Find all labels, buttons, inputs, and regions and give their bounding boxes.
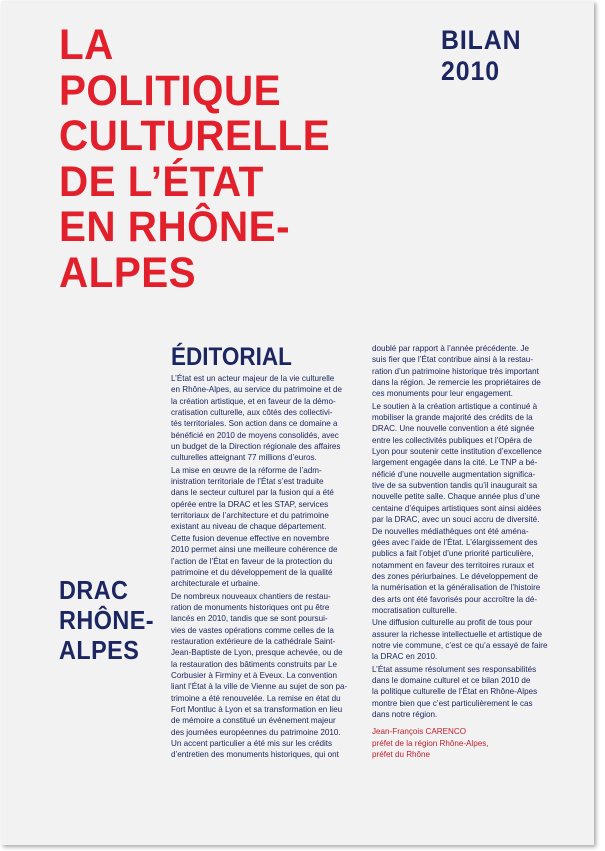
signature [372,726,560,760]
report-label-line: BILAN [441,25,522,55]
editorial-paragraph [372,664,560,721]
text-line: lancés en 2010, tandis que se sont poursui- [171,614,328,624]
organisation-line: RHÔNE- [59,605,155,635]
text-line: montre bien que c’est particulièrement le cas [372,698,533,708]
title-line: LA [59,21,114,69]
organisation-line: ALPES [59,635,140,665]
text-line: suis fier que l’État contribue ainsi à la restau- [372,355,534,365]
text-line: la restauration des bâtiments construits par Le [171,659,338,669]
editorial-paragraph [372,401,560,617]
text-line: tive de sa subvention tandis qu’il inaugurait sa [372,481,538,491]
organisation-name [59,575,154,665]
text-line: mobiliser la grande majorité des crédits de la [372,413,533,423]
text-line: gées avec l’aide de l’État. L’élargissement des [372,537,538,547]
text-line: mocratisation culturelle. [372,605,458,615]
text-line: DRAC. Une nouvelle convention a été signée [372,424,535,434]
title-line: POLITIQUE [59,66,282,115]
text-line: architecturale et urbaine. [171,579,261,589]
text-line: Cette fusion devenue effective en novembre [171,533,330,543]
text-line: opérée entre la DRAC et les STAP, services [171,499,329,509]
text-line: patrimoine et du développement de la qualité [171,567,333,577]
text-line: l’action de l’État en faveur de la protection du [171,556,333,566]
text-line: des arts ont été favorisés pour accroître la dé- [372,594,538,604]
text-line: De nouvelles médiathèques ont été aména- [372,526,529,536]
text-line: de mémoire a constitué un événement majeur [171,716,336,726]
report-cover-page [1,1,594,845]
text-line: centaine d’équipes artistiques sont ainsi aidées [372,503,542,513]
text-line: des journées européennes du patrimoine 2010. [171,727,341,737]
text-line: bénéficié en 2010 de moyens consolidés, avec [171,430,339,440]
editorial-paragraph [171,373,359,464]
title-line: EN RHÔNE- [59,203,291,251]
text-line: publics a fait l’objet d’une priorité particulière, [372,549,534,559]
text-line: culturelles atteignant 77 millions d’euros. [171,453,317,463]
text-line: Lyon pour soutenir cette institution d’excellence [372,447,542,457]
main-title [59,23,369,296]
text-line: dans notre région. [372,710,438,719]
text-line: dans le domaine culturel et ce bilan 2010 de [372,675,531,685]
text-line: ration de monuments historiques ont pu être [171,602,330,612]
organisation-line: DRAC [59,575,129,605]
text-line: notre vie commune, c’est ce qu’a essayé de faire [372,640,548,650]
signature-title: préfet du Rhône [372,750,431,760]
text-line: un budget de la Direction régionale des affaires [171,442,341,452]
editorial-paragraph [372,343,560,400]
text-line: territoriaux de l’architecture et du patrimoine [171,511,329,521]
title-line: DE L’ÉTAT [59,157,264,206]
text-line: Une diffusion culturelle au profit de tous pour [372,618,533,628]
text-line: la DRAC en 2010. [372,652,438,662]
text-line: trimoine a été renouvelée. La remise en état du [171,693,341,703]
report-label [441,25,522,87]
text-line: existant au niveau de chaque département. [171,522,327,532]
text-line: Jean-Baptiste de Lyon, presque achevée, ou de [171,648,343,658]
editorial-paragraph [171,591,359,761]
title-line: ALPES [59,248,197,297]
text-line: De nombreux nouveaux chantiers de restau- [171,591,331,601]
text-line: 2010 permet ainsi une meilleure cohérence de [171,545,338,555]
text-line: Un accent particulier a été mis sur les crédits [171,739,333,748]
editorial-right-column [372,343,560,760]
editorial-left-column [171,373,359,762]
text-line: Fort Montluc à Lyon et sa transformation en lieu [171,704,343,714]
text-line: inistration territoriale de l’État s’est traduite [171,477,324,487]
text-line: doublé par rapport à l’année précédente. Je [372,344,530,353]
text-line: tés territoriales. Son action dans ce domaine a [171,419,338,429]
text-line: liant l’État à la ville de Vienne au sujet de son pa- [171,682,348,692]
text-line: vies de vastes opérations comme celles de la [171,625,334,635]
section-heading: ÉDITORIAL [171,343,292,371]
text-line: Corbusier à Firminy et à Eveux. La convention [171,670,338,680]
report-year: 2010 [441,56,500,86]
text-line: ces monuments pour leur engagement. [372,389,513,399]
text-line: des zones périurbaines. Le développement de [372,571,539,581]
text-line: la politique culturelle de l’État en Rhône-Alpes [372,687,538,697]
text-line: L’État est un acteur majeur de la vie culturelle [171,374,335,383]
text-line: ration d’un patrimoine historique très important [372,366,539,376]
text-line: néficié d’une nouvelle augmentation significa- [372,469,536,479]
title-line: CULTURELLE [59,112,331,160]
text-line: La mise en œuvre de la réforme de l’adm- [171,465,322,475]
text-line: par la DRAC, avec un souci accru de diversité. [372,515,540,525]
text-line: Le soutien à la création artistique a continué à [372,401,538,411]
text-line: notamment en faveur des territoires ruraux et [372,560,534,570]
text-line: entre les collectivités publiques et l’Opéra de [372,435,533,445]
text-line: assurer la richesse intellectuelle et artistique de [372,629,543,639]
text-line: la création artistique, et en faveur de la démo- [171,396,336,406]
text-line: L’État assume résolument ses responsabilités [372,664,537,674]
text-line: restauration extérieure de la cathédrale Saint- [171,636,336,646]
text-line: dans la région. Je remercie les propriétaires de [372,378,541,388]
editorial-paragraph [171,465,359,590]
editorial-paragraph [372,617,560,662]
text-line: d’entretien des monuments historiques, qui ont [171,750,339,760]
text-line: la numérisation et la généralisation de l’histoire [372,583,541,593]
text-line: en Rhône-Alpes, au service du patrimoine et de [171,385,342,395]
text-line: dans le secteur culturel par la fusion qui a été [171,488,334,498]
signature-title: préfet de la région Rhône-Alpes, [372,738,489,748]
signature-name: Jean-François CARENCO [372,727,467,737]
text-line: largement engagée dans la cité. Le TNP a bé- [372,458,538,468]
text-line: cratisation culturelle, aux côtés des collectivi- [171,408,333,418]
text-line: nouvelle petite salle. Chaque année plus d’une [372,492,540,502]
